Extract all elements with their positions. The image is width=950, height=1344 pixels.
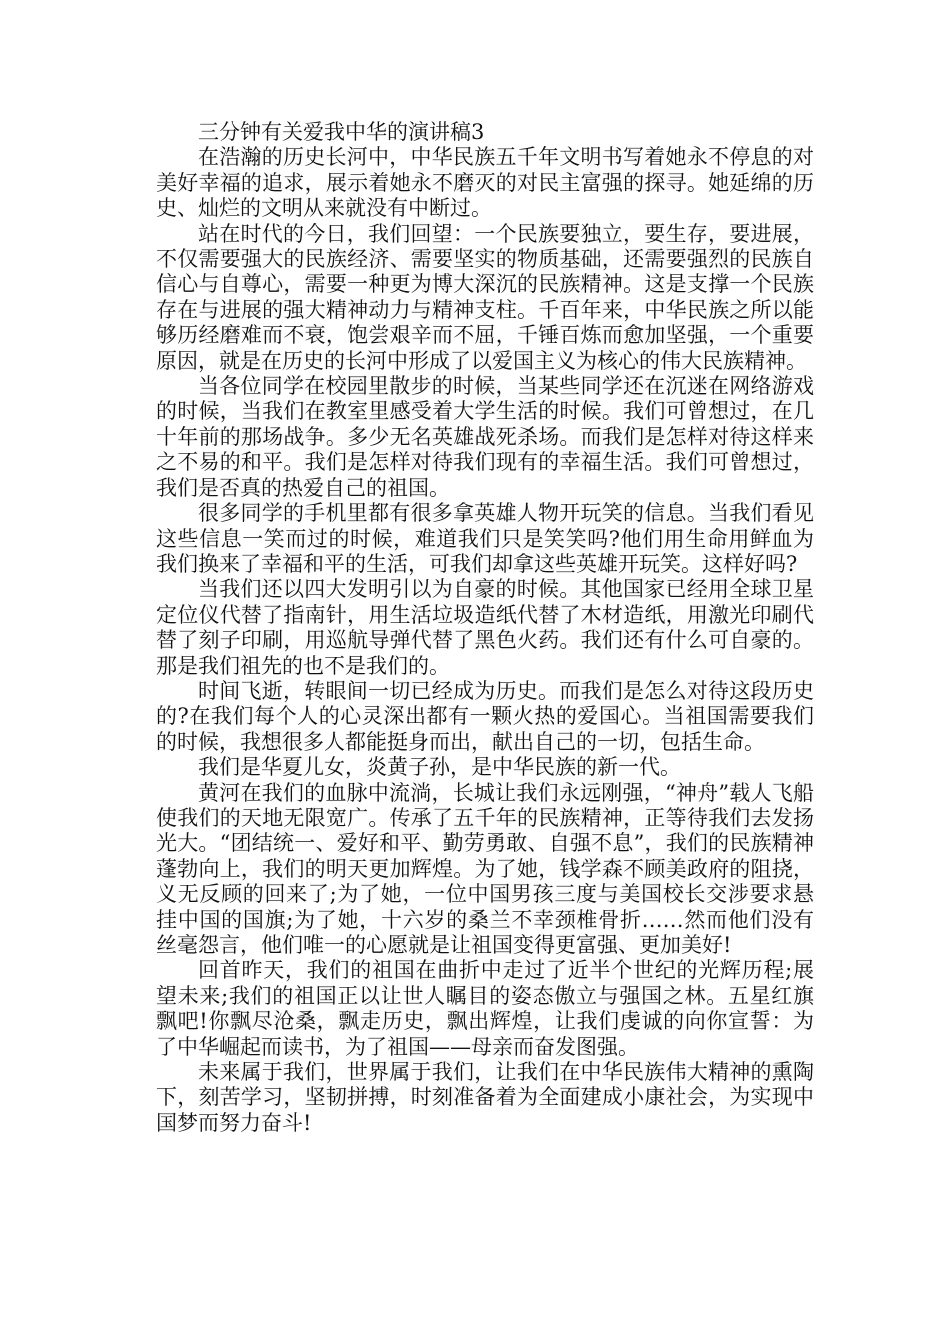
paragraph-9: 回首昨天，我们的祖国在曲折中走过了近半个世纪的光辉历程;展望未来;我们的祖国正以让世人瞩目的姿态傲立与强国之林。五星红旗飘吧!你飘尽沧桑，飘走历史，飘出辉煌，让我们虔诚的向你宣誓：为了中华崛起而读书，为了祖国——母亲而奋发图强。 bbox=[156, 958, 814, 1059]
paragraph-2: 站在时代的今日，我们回望：一个民族要独立，要生存，要进展，不仅需要强大的民族经济、需要坚实的物质基础，还需要强烈的民族自信心与自尊心，需要一种更为博大深沉的民族精神。这是支撑一个民族存在与进展的强大精神动力与精神支柱。千百年来，中华民族之所以能够历经磨难而不衰，饱尝艰辛而不屈，千锤百炼而愈加坚强，一个重要原因，就是在历史的长河中形成了以爱国主义为核心的伟大民族精神。 bbox=[156, 221, 814, 373]
paragraph-5: 当我们还以四大发明引以为自豪的时候。其他国家已经用全球卫星定位仪代替了指南针，用生活垃圾造纸代替了木材造纸，用激光印刷代替了刻子印刷，用巡航导弹代替了黑色火药。我们还有什么可自豪的。那是我们祖先的也不是我们的。 bbox=[156, 577, 814, 678]
paragraph-8: 黄河在我们的血脉中流淌，长城让我们永远刚强，“神舟”载人飞船使我们的天地无限宽广。传承了五千年的民族精神，正等待我们去发扬光大。“团结统一、爱好和平、勤劳勇敢、自强不息”，我们的民族精神蓬勃向上，我们的明天更加辉煌。为了她，钱学森不顾美政府的阻挠，义无反顾的回来了;为了她，一位中国男孩三度与美国校长交涉要求悬挂中国的国旗;为了她，十六岁的桑兰不幸颈椎骨折……然而他们没有丝毫怨言，他们唯一的心愿就是让祖国变得更富强、更加美好! bbox=[156, 780, 814, 957]
paragraph-4: 很多同学的手机里都有很多拿英雄人物开玩笑的信息。当我们看见这些信息一笑而过的时候，难道我们只是笑笑吗?他们用生命用鲜血为我们换来了幸福和平的生活，可我们却拿这些英雄开玩笑。这样好吗? bbox=[156, 501, 814, 576]
paragraph-1: 在浩瀚的历史长河中，中华民族五千年文明书写着她永不停息的对美好幸福的追求，展示着她永不磨灭的对民主富强的探寻。她延绵的历史、灿烂的文明从来就没有中断过。 bbox=[156, 145, 814, 221]
document-body bbox=[156, 120, 814, 1136]
paragraph-6: 时间飞逝，转眼间一切已经成为历史。而我们是怎么对待这段历史的?在我们每个人的心灵深出都有一颗火热的爱国心。当祖国需要我们的时候，我想很多人都能挺身而出，献出自己的一切，包括生命。 bbox=[156, 678, 814, 754]
paragraph-3: 当各位同学在校园里散步的时候，当某些同学还在沉迷在网络游戏的时候，当我们在教室里感受着大学生活的时候。我们可曾想过，在几十年前的那场战争。多少无名英雄战死杀场。而我们是怎样对待这样来之不易的和平。我们是怎样对待我们现有的幸福生活。我们可曾想过，我们是否真的热爱自己的祖国。 bbox=[156, 374, 814, 500]
document-title: 三分钟有关爱我中华的演讲稿3 bbox=[198, 120, 485, 144]
paragraph-10: 未来属于我们，世界属于我们，让我们在中华民族伟大精神的熏陶下，刻苦学习，坚韧拼搏，时刻准备着为全面建成小康社会，为实现中国梦而努力奋斗! bbox=[156, 1060, 814, 1135]
paragraph-7: 我们是华夏儿女，炎黄子孙，是中华民族的新一代。 bbox=[198, 755, 681, 780]
